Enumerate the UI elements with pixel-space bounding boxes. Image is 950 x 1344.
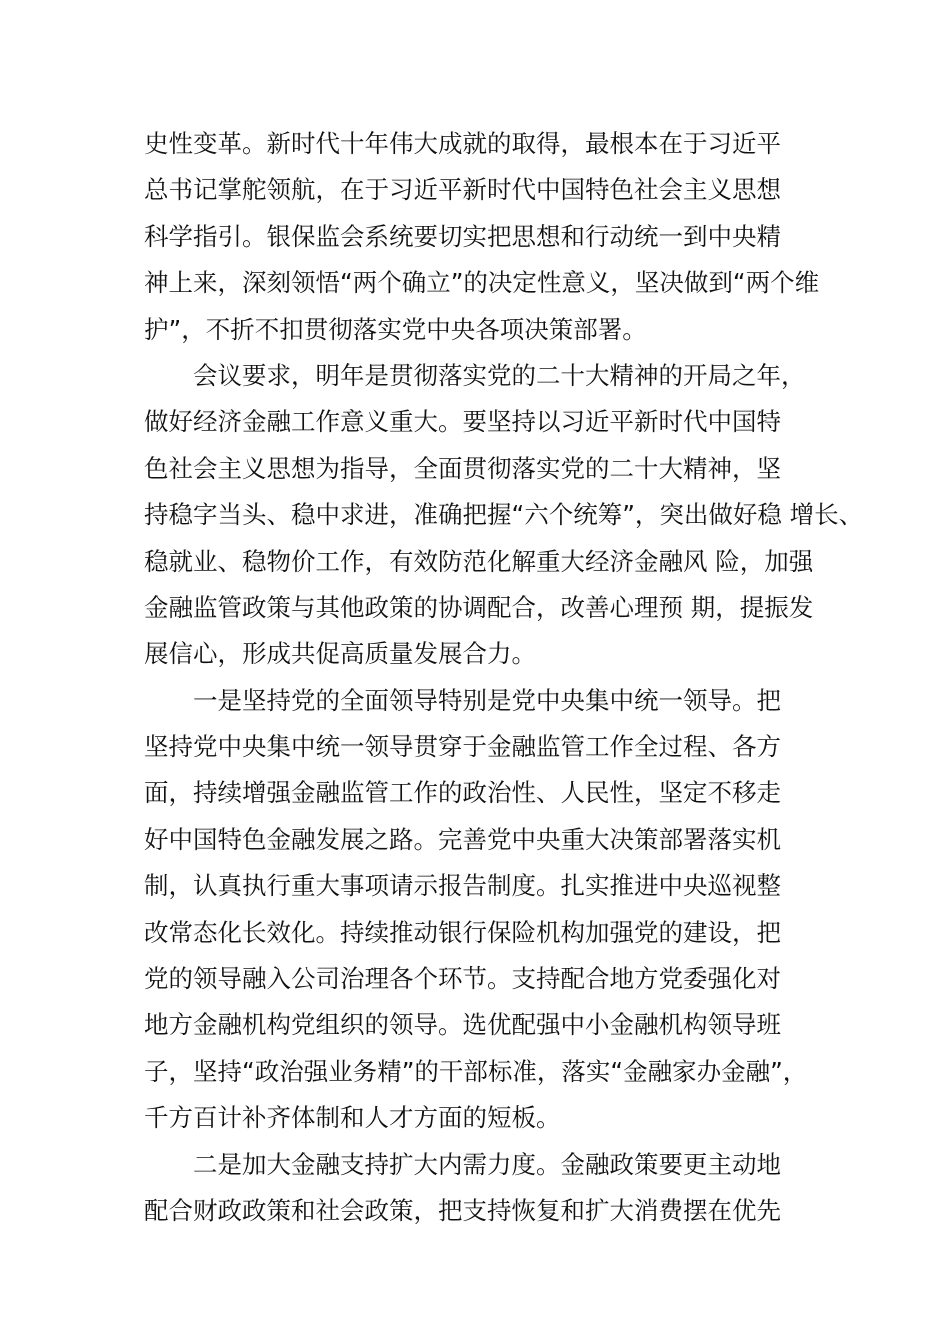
paragraph bbox=[144, 1142, 834, 1235]
text-line: 配合财政政策和社会政策，把支持恢复和扩大消费摆在优先 bbox=[144, 1195, 781, 1225]
document-body bbox=[144, 121, 864, 1234]
text-line: 一是坚持党的全面领导特别是党中央集中统一领导。把 bbox=[193, 685, 781, 715]
text-line: 好中国特色金融发展之路。完善党中央重大决策部署落实机 bbox=[144, 824, 781, 854]
text-line: 坚持党中央集中统一领导贯穿于金融监管工作全过程、各方 bbox=[144, 732, 781, 762]
text-line: 党的领导融入公司治理各个环节。支持配合地方党委强化对 bbox=[144, 964, 781, 994]
text-line: 金融监管政策与其他政策的协调配合，改善心理预 期，提振发 bbox=[144, 592, 814, 622]
paragraph bbox=[144, 678, 834, 1142]
text-line: 面，持续增强金融监管工作的政治性、人民性，坚定不移走 bbox=[144, 778, 781, 808]
text-line: 地方金融机构党组织的领导。选优配强中小金融机构领导班 bbox=[144, 1010, 781, 1040]
text-line: 会议要求，明年是贯彻落实党的二十大精神的开局之年， bbox=[193, 360, 806, 390]
text-line: 制，认真执行重大事项请示报告制度。扎实推进中央巡视整 bbox=[144, 871, 781, 901]
text-line: 稳就业、稳物价工作，有效防范化解重大经济金融风 险，加强 bbox=[144, 546, 814, 576]
text-line: 神上来，深刻领悟“两个确立”的决定性意义，坚决做到“两个维 bbox=[144, 268, 820, 298]
text-line: 改常态化长效化。持续推动银行保险机构加强党的建设，把 bbox=[144, 917, 781, 947]
text-line: 千方百计补齐体制和人才方面的短板。 bbox=[144, 1103, 561, 1133]
text-line: 二是加大金融支持扩大内需力度。金融政策要更主动地 bbox=[193, 1149, 781, 1179]
text-line: 总书记掌舵领航，在于习近平新时代中国特色社会主义思想 bbox=[144, 175, 781, 205]
text-line: 护”，不折不扣贯彻落实党中央各项决策部署。 bbox=[144, 314, 647, 344]
paragraph bbox=[144, 353, 864, 678]
text-line: 持稳字当头、稳中求进，准确把握“六个统筹”，突出做好稳 增长、 bbox=[144, 500, 864, 530]
text-line: 做好经济金融工作意义重大。要坚持以习近平新时代中国特 bbox=[144, 407, 781, 437]
paragraph bbox=[144, 121, 834, 353]
text-line: 科学指引。银保监会系统要切实把思想和行动统一到中央精 bbox=[144, 221, 781, 251]
text-line: 色社会主义思想为指导，全面贯彻落实党的二十大精神，坚 bbox=[144, 453, 781, 483]
text-line: 子，坚持“政治强业务精”的干部标准，落实“金融家办金融”， bbox=[144, 1056, 808, 1086]
text-line: 史性变革。新时代十年伟大成就的取得，最根本在于习近平 bbox=[144, 129, 781, 158]
text-line: 展信心，形成共促高质量发展合力。 bbox=[144, 639, 536, 669]
